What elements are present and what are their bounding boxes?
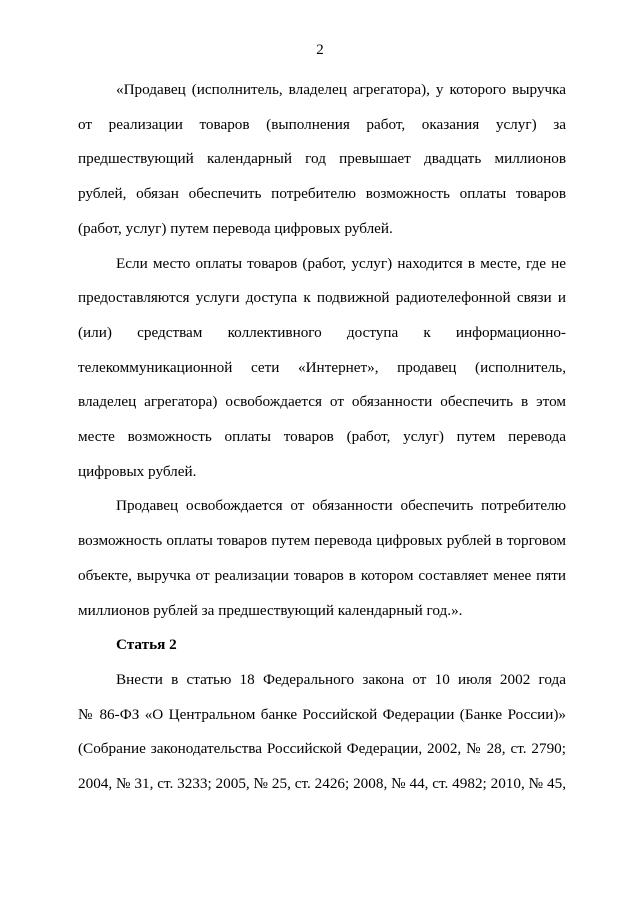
paragraph (78, 663, 566, 802)
paragraph (78, 247, 566, 490)
text-line: № 86-ФЗ «О Центральном банке Российской Федерации (Банке России)» (78, 705, 566, 723)
text-line: (или) средствам коллективного доступа к информационно- (78, 323, 566, 341)
text-line: возможность оплаты товаров путем перевода цифровых рублей в торговом (78, 532, 566, 550)
text-line: миллионов рублей за предшествующий календарный год.». (78, 601, 463, 619)
text-line: предшествующий календарный год превышает двадцать миллионов (78, 150, 566, 168)
text-line: (работ, услуг) путем перевода цифровых рублей. (78, 219, 393, 237)
page-number: 2 (316, 42, 324, 58)
paragraph (78, 489, 566, 628)
text-line: от реализации товаров (выполнения работ, оказания услуг) за (78, 115, 566, 133)
text-line: Продавец освобождается от обязанности обеспечить потребителю (116, 497, 566, 515)
text-line: «Продавец (исполнитель, владелец агрегатора), у которого выручка (116, 81, 566, 98)
text-line: объекте, выручка от реализации товаров в котором составляет менее пяти (78, 566, 566, 584)
text-line: телекоммуникационной сети «Интернет», продавец (исполнитель, (78, 358, 566, 376)
text-line: (Собрание законодательства Российской Федерации, 2002, № 28, ст. 2790; (78, 740, 566, 758)
article-heading: Статья 2 (116, 636, 177, 654)
text-line: Внести в статью 18 Федерального закона от 10 июля 2002 года (116, 670, 566, 688)
text-line: владелец агрегатора) освобождается от обязанности обеспечить в этом (78, 393, 566, 411)
text-line: предоставляются услуги доступа к подвижной радиотелефонной связи и (78, 289, 566, 307)
document-body (78, 73, 566, 802)
text-line: Если место оплаты товаров (работ, услуг) находится в месте, где не (116, 254, 566, 272)
text-line: 2004, № 31, ст. 3233; 2005, № 25, ст. 2426; 2008, № 44, ст. 4982; 2010, № 45, (78, 775, 566, 793)
text-line: месте возможность оплаты товаров (работ, услуг) путем перевода (78, 428, 566, 446)
text-line: рублей, обязан обеспечить потребителю возможность оплаты товаров (78, 185, 566, 203)
text-line: цифровых рублей. (78, 462, 197, 480)
paragraph (78, 73, 566, 247)
